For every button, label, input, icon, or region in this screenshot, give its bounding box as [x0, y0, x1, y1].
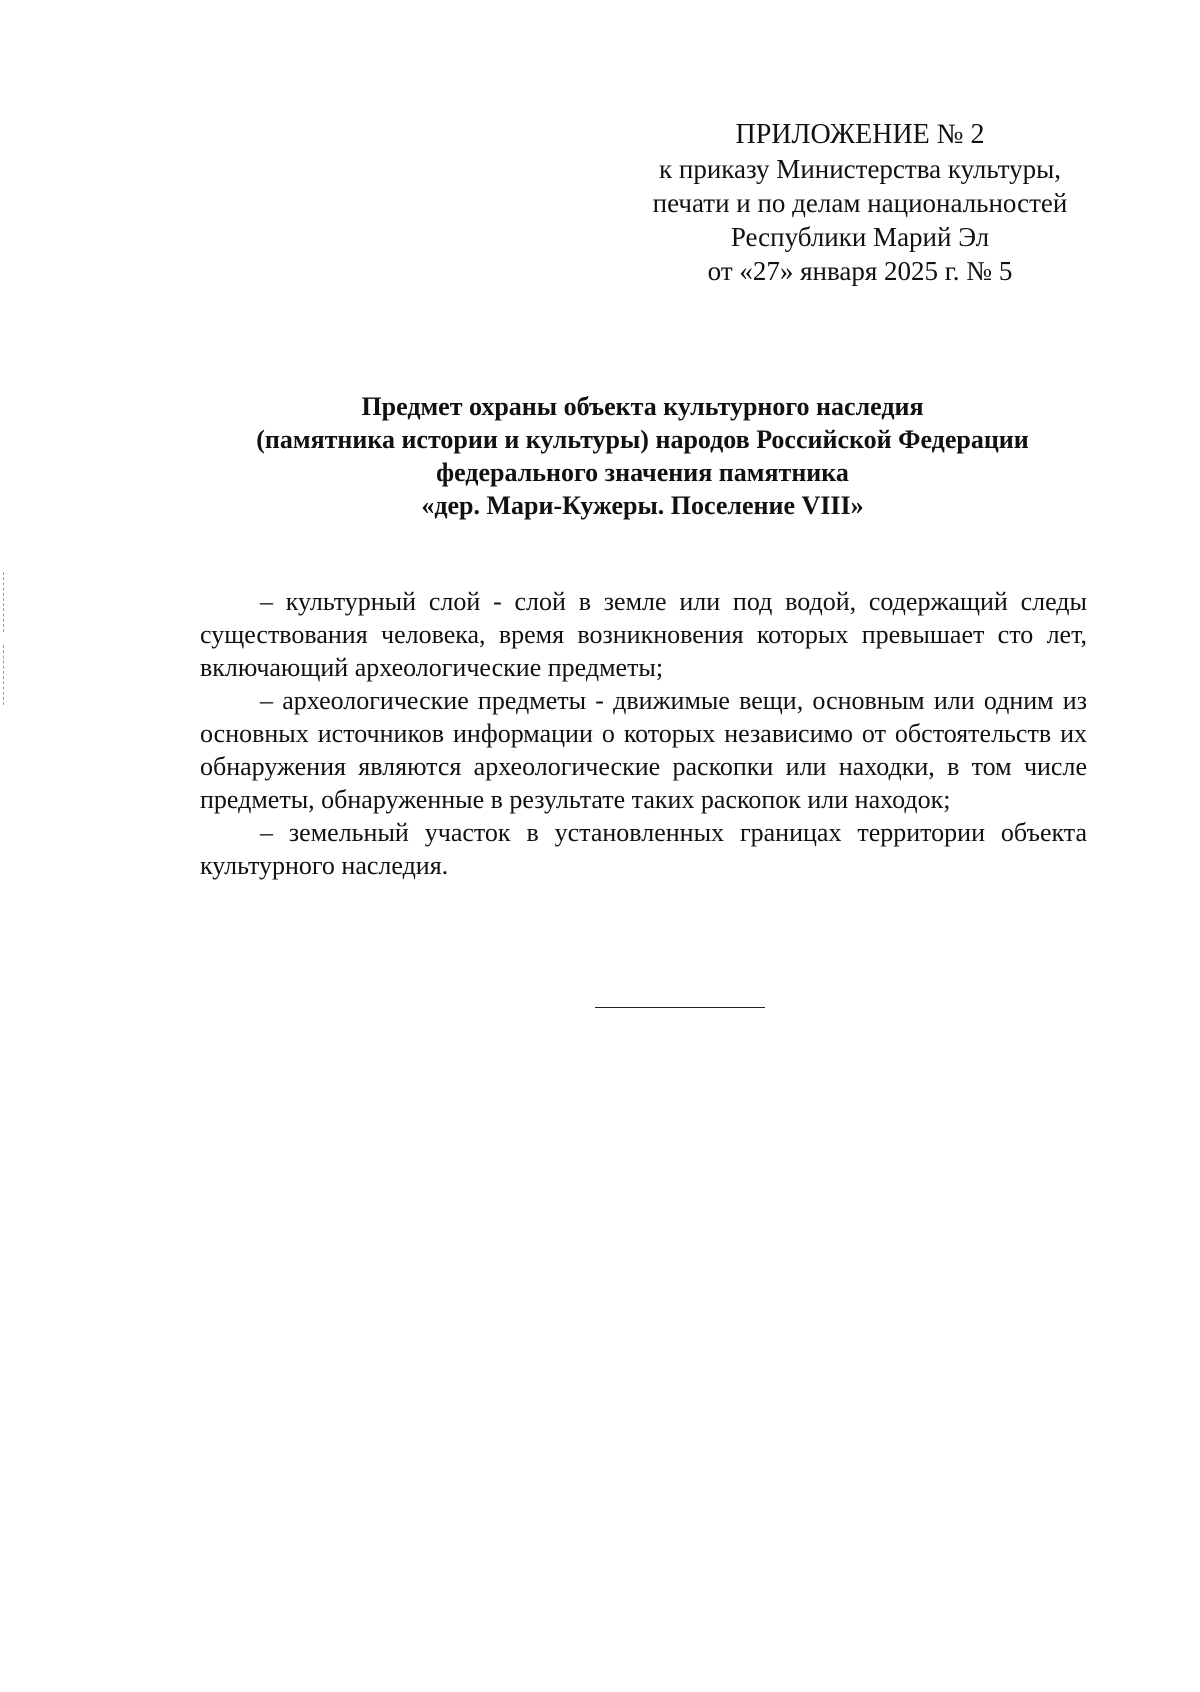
title-line-2: (памятника истории и культуры) народов Российской Федерации [256, 425, 1029, 454]
scan-edge-mark [3, 572, 4, 632]
appendix-line-republic: Республики Марий Эл [730, 222, 990, 252]
list-item-cultural-layer: – культурный слой - слой в земле или под водой, содержащий следы существования человека, время возникновения которых превышает сто лет, включающий археологические предметы; [200, 587, 1087, 682]
title-line-1: Предмет охраны объекта культурного наследия [361, 392, 924, 421]
appendix-line-date: от «27» января 2025 г. № 5 [707, 256, 1013, 286]
title-line-3: федерального значения памятника [436, 458, 849, 487]
protection-items-list [200, 585, 1087, 882]
list-item-land-plot: – земельный участок в установленных границах территории объекта культурного наследия. [200, 818, 1087, 880]
appendix-heading: ПРИЛОЖЕНИЕ № 2 [735, 119, 985, 150]
list-item-archaeological-objects: – археологические предметы - движимые вещи, основным или одним из основных источников информации о которых независимо от обстоятельств их обнаружения являются археологические раскопки или находки, в том числе предметы, обнаруженные в результате таких раскопок или находок; [200, 686, 1087, 814]
appendix-line-ministry: печати и по делам национальностей [652, 188, 1068, 218]
end-divider [595, 1007, 765, 1008]
appendix-line-order: к приказу Министерства культуры, [659, 154, 1061, 184]
scan-edge-mark [3, 645, 4, 705]
appendix-header [600, 118, 1120, 288]
document-title [160, 390, 1125, 522]
title-line-4: «дер. Мари-Кужеры. Поселение VIII» [421, 491, 864, 520]
